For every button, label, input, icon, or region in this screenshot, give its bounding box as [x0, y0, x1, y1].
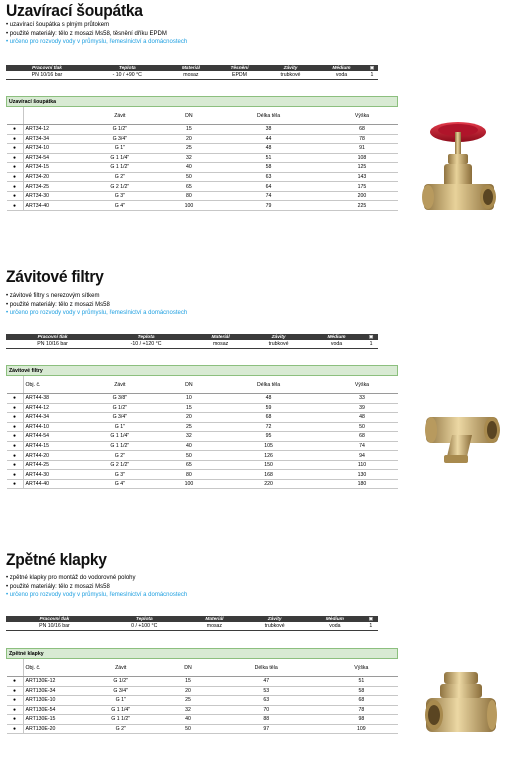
table-cell: ART34-25	[23, 182, 73, 192]
table-title: Uzavírací šoupátka	[7, 97, 398, 107]
params-value: PN 10/16 bar	[6, 340, 99, 349]
bullet-dot-icon: ●	[7, 422, 24, 432]
bullet-dot-icon: ●	[7, 413, 24, 423]
table-cell: 25	[167, 144, 210, 154]
table-title-row	[7, 366, 398, 376]
table-cell: ART44-15	[23, 441, 73, 451]
bullet-dot-icon: ●	[7, 677, 24, 687]
table-cell: 64	[211, 182, 327, 192]
bullet-item: • použité materiály: tělo z mosazi Ms58, těsnění dříku EPDM	[6, 30, 167, 37]
table-title: Zpětné klapky	[7, 649, 398, 659]
table-cell: ART34-12	[23, 125, 73, 135]
table-cell: 51	[211, 153, 327, 163]
bullet-dot-icon: ●	[7, 479, 24, 489]
table-cell: 125	[326, 163, 397, 173]
table-cell: G 1 1/4"	[73, 153, 168, 163]
bullet-item: • určeno pro rozvody vody v průmyslu, řemeslnictví a domácnostech	[6, 39, 188, 45]
table-cell: ART34-10	[23, 144, 73, 154]
params-header: Pracovní tlak	[6, 65, 88, 71]
table-cell: ART34-20	[23, 172, 73, 182]
table-row	[7, 403, 398, 413]
table-row	[7, 470, 398, 480]
table-header-cell: Obj. č.	[23, 659, 73, 677]
box-icon: ▣	[366, 65, 378, 71]
bullet-dot-icon: ●	[7, 191, 24, 201]
table-cell: G 1 1/4"	[73, 432, 168, 442]
table-cell: ART34-40	[23, 201, 73, 211]
table-cell: 48	[326, 413, 397, 423]
table-header-cell: Obj. č.	[23, 376, 73, 394]
table-cell: 20	[167, 413, 210, 423]
params-table	[6, 616, 378, 631]
table-cell: ART44-12	[23, 403, 73, 413]
table-title-row	[7, 97, 398, 107]
table-cell: ART130E-15	[23, 715, 73, 725]
table-cell: G 1"	[73, 144, 168, 154]
bullet-dot-icon: ●	[7, 705, 24, 715]
table-cell: 51	[325, 677, 397, 687]
table-cell: G 3/4"	[73, 134, 168, 144]
bullet-list	[6, 292, 187, 318]
table-cell: 97	[207, 724, 325, 734]
params-value: 1	[364, 340, 378, 349]
params-value: mosaz	[193, 340, 248, 349]
params-value: voda	[309, 340, 364, 349]
table-cell: ART44-25	[23, 460, 73, 470]
table-cell: 50	[167, 172, 210, 182]
table-cell: G 2"	[73, 172, 168, 182]
params-value: mosaz	[186, 622, 243, 631]
bullet-dot-icon: ●	[7, 441, 24, 451]
params-header: Materiál	[167, 65, 216, 71]
table-cell: 70	[207, 705, 325, 715]
table-header-row	[7, 376, 398, 394]
bullet-dot-icon: ●	[7, 144, 24, 154]
table-header-cell: Délka těla	[211, 107, 327, 125]
table-cell: G 3"	[73, 470, 168, 480]
section-heading: Zpětné klapky	[6, 550, 107, 569]
table-cell: 168	[211, 470, 327, 480]
table-cell: G 1"	[73, 422, 168, 432]
params-header: Těsnění	[215, 65, 264, 71]
params-value: EPDM	[215, 71, 264, 80]
table-cell: 88	[207, 715, 325, 725]
table-cell: 126	[211, 451, 327, 461]
table-cell: 50	[169, 724, 207, 734]
table-cell: G 1/2"	[73, 677, 169, 687]
bullet-dot-icon: ●	[7, 715, 24, 725]
bullet-dot-icon: ●	[7, 432, 24, 442]
table-cell: 72	[211, 422, 327, 432]
filter-image	[422, 395, 502, 465]
table-row	[7, 413, 398, 423]
table-row	[7, 201, 398, 211]
params-header: Pracovní tlak	[6, 334, 99, 340]
table-cell: ART44-20	[23, 451, 73, 461]
bullet-item: • použité materiály: tělo z mosazi Ms58	[6, 583, 110, 590]
check-valve-image	[422, 670, 500, 742]
params-header: Materiál	[186, 616, 243, 622]
table-row	[7, 451, 398, 461]
bullet-dot-icon: ●	[7, 182, 24, 192]
table-cell: ART130E-34	[23, 686, 73, 696]
params-value: 0 / +100 °C	[103, 622, 186, 631]
table-row	[7, 460, 398, 470]
table-header-cell: DN	[169, 659, 207, 677]
table-cell: 100	[167, 201, 210, 211]
table-cell: G 1 1/2"	[73, 163, 168, 173]
params-header: Teplota	[103, 616, 186, 622]
table-cell: 38	[211, 125, 327, 135]
bullet-list	[6, 21, 187, 47]
table-cell: 48	[211, 394, 327, 404]
params-header: Materiál	[193, 334, 248, 340]
table-cell: 200	[326, 191, 397, 201]
table-header-cell: Výška	[326, 107, 397, 125]
table-cell: ART130E-12	[23, 677, 73, 687]
table-cell: G 1 1/2"	[73, 441, 168, 451]
table-row	[7, 677, 398, 687]
table-cell: 15	[167, 403, 210, 413]
params-value: -10 / +120 °C	[99, 340, 193, 349]
table-row	[7, 696, 398, 706]
params-value: trubkové	[243, 622, 306, 631]
table-header-cell: Délka těla	[207, 659, 325, 677]
table-header-cell: Délka těla	[211, 376, 327, 394]
params-value: voda	[306, 622, 363, 631]
table-cell: 68	[326, 432, 397, 442]
table-cell: ART44-40	[23, 479, 73, 489]
table-cell: 15	[169, 677, 207, 687]
table-cell: 47	[207, 677, 325, 687]
table-cell: 58	[325, 686, 397, 696]
box-icon: ▣	[364, 616, 378, 622]
bullet-dot-icon: ●	[7, 201, 24, 211]
table-cell: ART34-34	[23, 134, 73, 144]
table-cell: 110	[326, 460, 397, 470]
table-cell: 40	[167, 441, 210, 451]
table-cell: 143	[326, 172, 397, 182]
params-header: Teplota	[88, 65, 167, 71]
table-cell: 33	[326, 394, 397, 404]
bullet-dot-icon: ●	[7, 451, 24, 461]
table-row	[7, 422, 398, 432]
table-cell: 95	[211, 432, 327, 442]
table-row	[7, 479, 398, 489]
bullet-dot-icon: ●	[7, 460, 24, 470]
table-header-cell	[7, 107, 24, 125]
bullet-dot-icon: ●	[7, 153, 24, 163]
table-cell: 25	[167, 422, 210, 432]
section-heading: Závitové filtry	[6, 267, 104, 286]
table-cell: 180	[326, 479, 397, 489]
table-cell: G 1 1/4"	[73, 705, 169, 715]
product-table	[6, 648, 398, 734]
table-cell: 39	[326, 403, 397, 413]
table-cell: ART44-34	[23, 413, 73, 423]
table-header-cell: Výška	[325, 659, 397, 677]
table-cell: 108	[326, 153, 397, 163]
params-header: Pracovní tlak	[6, 616, 103, 622]
table-row	[7, 715, 398, 725]
table-cell: 98	[325, 715, 397, 725]
table-cell: ART34-30	[23, 191, 73, 201]
table-row	[7, 394, 398, 404]
table-cell: 40	[169, 715, 207, 725]
product-table	[6, 365, 398, 489]
bullet-list	[6, 574, 187, 600]
table-cell: ART130E-20	[23, 724, 73, 734]
table-cell: G 3/8"	[73, 394, 168, 404]
table-cell: 68	[326, 125, 397, 135]
params-header: Závity	[243, 616, 306, 622]
table-cell: 20	[167, 134, 210, 144]
table-cell: 50	[167, 451, 210, 461]
params-value: 1	[366, 71, 378, 80]
table-row	[7, 144, 398, 154]
params-header: Médium	[309, 334, 364, 340]
table-cell: ART44-30	[23, 470, 73, 480]
table-header-cell	[23, 107, 73, 125]
table-row	[7, 163, 398, 173]
params-header: Teplota	[99, 334, 193, 340]
params-value-row	[6, 71, 378, 80]
bullet-dot-icon: ●	[7, 172, 24, 182]
table-header-cell	[7, 376, 24, 394]
bullet-dot-icon: ●	[7, 686, 24, 696]
table-row	[7, 134, 398, 144]
table-cell: 100	[167, 479, 210, 489]
params-header: Médium	[317, 65, 366, 71]
table-row	[7, 686, 398, 696]
bullet-item: • určeno pro rozvody vody v průmyslu, řemeslnictví a domácnostech	[6, 592, 188, 598]
table-cell: 109	[325, 724, 397, 734]
table-cell: 78	[326, 134, 397, 144]
bullet-dot-icon: ●	[7, 163, 24, 173]
table-row	[7, 441, 398, 451]
table-row	[7, 182, 398, 192]
params-value: trubkové	[264, 71, 317, 80]
bullet-item: • použité materiály: tělo z mosazi Ms58	[6, 301, 110, 308]
bullet-item: • uzavírací šoupátka s plným průtokem	[6, 22, 110, 28]
params-value: voda	[317, 71, 366, 80]
table-cell: G 1/2"	[73, 125, 168, 135]
table-cell: G 4"	[73, 201, 168, 211]
gate-valve-image	[418, 118, 498, 230]
bullet-item: • určeno pro rozvody vody v průmyslu, řemeslnictví a domácnostech	[6, 310, 188, 316]
params-header: Závity	[248, 334, 309, 340]
table-cell: 25	[169, 696, 207, 706]
bullet-dot-icon: ●	[7, 125, 24, 135]
table-cell: 94	[326, 451, 397, 461]
table-cell: 53	[207, 686, 325, 696]
table-cell: 59	[211, 403, 327, 413]
table-row	[7, 125, 398, 135]
table-cell: 44	[211, 134, 327, 144]
table-row	[7, 191, 398, 201]
table-cell: ART44-10	[23, 422, 73, 432]
table-cell: 79	[211, 201, 327, 211]
table-header-cell: Závit	[73, 376, 168, 394]
table-cell: ART34-15	[23, 163, 73, 173]
table-cell: 65	[167, 460, 210, 470]
table-cell: 20	[169, 686, 207, 696]
product-table	[6, 96, 398, 211]
table-cell: 80	[167, 470, 210, 480]
table-cell: G 1 1/2"	[73, 715, 169, 725]
bullet-dot-icon: ●	[7, 696, 24, 706]
bullet-item: • zpětné klapky pro montáž do vodorovné polohy	[6, 575, 136, 581]
table-row	[7, 724, 398, 734]
table-title: Závitové filtry	[7, 366, 398, 376]
params-header: Médium	[306, 616, 363, 622]
bullet-dot-icon: ●	[7, 134, 24, 144]
table-cell: 78	[325, 705, 397, 715]
table-row	[7, 153, 398, 163]
params-value: trubkové	[248, 340, 309, 349]
table-cell: 74	[326, 441, 397, 451]
table-cell: G 3/4"	[73, 686, 169, 696]
table-title-row	[7, 649, 398, 659]
table-cell: 150	[211, 460, 327, 470]
table-cell: 175	[326, 182, 397, 192]
table-cell: 130	[326, 470, 397, 480]
section-heading: Uzavírací šoupátka	[6, 1, 143, 20]
table-cell: 32	[167, 432, 210, 442]
table-header-cell: Závit	[73, 107, 168, 125]
table-header-cell	[7, 659, 24, 677]
table-row	[7, 172, 398, 182]
table-cell: ART44-54	[23, 432, 73, 442]
table-cell: G 3"	[73, 191, 168, 201]
params-value: mosaz	[167, 71, 216, 80]
table-cell: 15	[167, 125, 210, 135]
table-cell: G 2 1/2"	[73, 460, 168, 470]
table-cell: ART130E-10	[23, 696, 73, 706]
table-cell: 32	[167, 153, 210, 163]
table-cell: 91	[326, 144, 397, 154]
table-cell: G 2"	[73, 451, 168, 461]
table-header-cell: DN	[167, 376, 210, 394]
table-header-cell: DN	[167, 107, 210, 125]
table-row	[7, 432, 398, 442]
table-cell: 68	[211, 413, 327, 423]
bullet-dot-icon: ●	[7, 403, 24, 413]
table-cell: G 3/4"	[73, 413, 168, 423]
table-cell: G 1"	[73, 696, 169, 706]
table-cell: 225	[326, 201, 397, 211]
table-cell: G 2"	[73, 724, 169, 734]
table-cell: 105	[211, 441, 327, 451]
bullet-dot-icon: ●	[7, 470, 24, 480]
table-cell: G 1/2"	[73, 403, 168, 413]
bullet-dot-icon: ●	[7, 724, 24, 734]
params-table	[6, 334, 378, 349]
box-icon: ▣	[364, 334, 378, 340]
params-value-row	[6, 622, 378, 631]
table-cell: ART44-38	[23, 394, 73, 404]
bullet-item: • závitové filtry s nerezovým sítkem	[6, 293, 100, 299]
table-row	[7, 705, 398, 715]
params-value: PN 10/16 bar	[6, 71, 88, 80]
table-cell: 74	[211, 191, 327, 201]
table-cell: 68	[325, 696, 397, 706]
table-cell: ART130E-54	[23, 705, 73, 715]
table-header-row	[7, 659, 398, 677]
params-value: PN 10/16 bar	[6, 622, 103, 631]
table-cell: 80	[167, 191, 210, 201]
bullet-dot-icon: ●	[7, 394, 24, 404]
params-value-row	[6, 340, 378, 349]
table-cell: 63	[211, 172, 327, 182]
table-cell: 220	[211, 479, 327, 489]
table-cell: 10	[167, 394, 210, 404]
table-header-cell: Závit	[73, 659, 169, 677]
table-cell: G 4"	[73, 479, 168, 489]
table-cell: G 2 1/2"	[73, 182, 168, 192]
table-cell: ART34-54	[23, 153, 73, 163]
table-cell: 65	[167, 182, 210, 192]
params-value: - 10 / +90 °C	[88, 71, 167, 80]
table-cell: 58	[211, 163, 327, 173]
table-cell: 63	[207, 696, 325, 706]
table-cell: 40	[167, 163, 210, 173]
table-cell: 48	[211, 144, 327, 154]
table-header-row	[7, 107, 398, 125]
table-cell: 50	[326, 422, 397, 432]
table-header-cell: Výška	[326, 376, 397, 394]
table-cell: 32	[169, 705, 207, 715]
params-value: 1	[364, 622, 378, 631]
params-table	[6, 65, 378, 80]
params-header: Závity	[264, 65, 317, 71]
